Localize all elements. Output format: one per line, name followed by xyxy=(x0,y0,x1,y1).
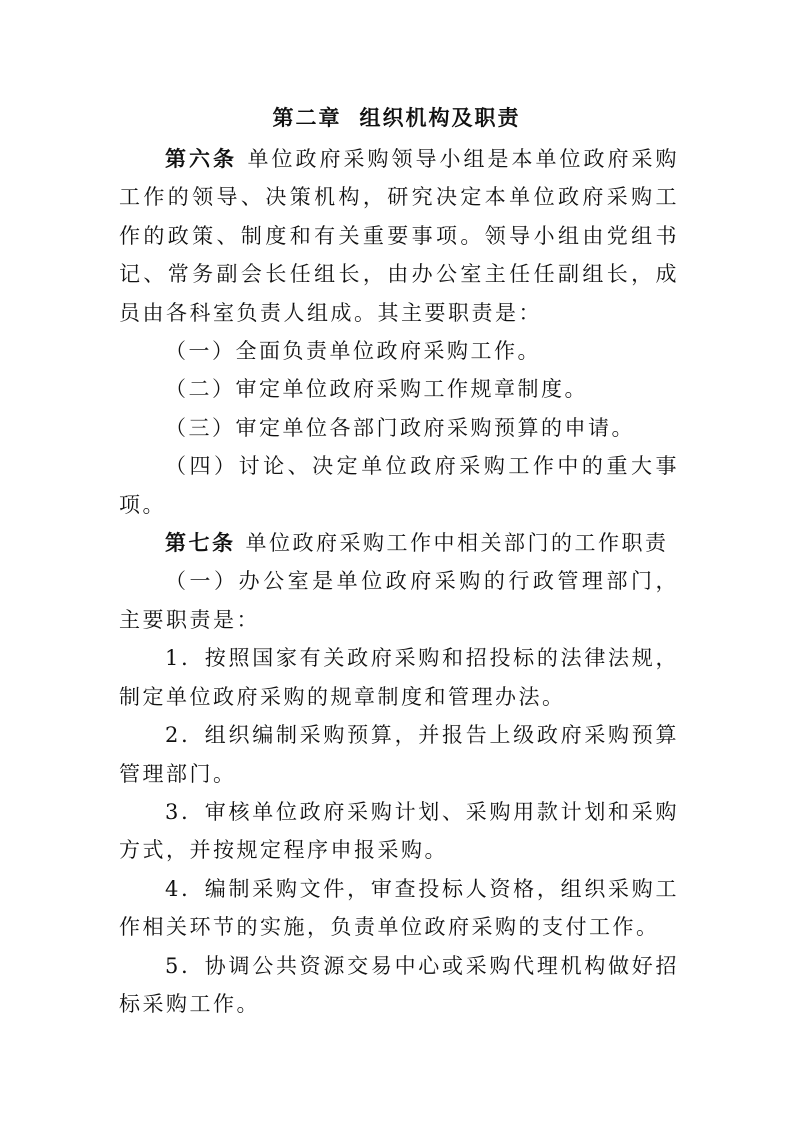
article-7-item: 2．组织编制采购预算，并报告上级政府采购预算管理部门。 xyxy=(119,723,679,786)
article-6 xyxy=(119,140,679,332)
article-7-item: 4．编制采购文件，审查投标人资格，组织采购工作相关环节的实施，负责单位政府采购的支付工作。 xyxy=(119,876,679,940)
article-6-item: （一）全面负责单位政府采购工作。 xyxy=(165,339,541,364)
article-6-text: 单位政府采购领导小组是本单位政府采购工作的领导、决策机构，研究决定本单位政府采购工作的政策、制度和有关重要事项。领导小组由党组书记、常务副会长任组长，由办公室主任任副组长，成员由各科室负责人组成。其主要职责是： xyxy=(119,147,679,325)
article-7-heading: 第七条 xyxy=(165,531,236,556)
article-7-text: 单位政府采购工作中相关部门的工作职责 xyxy=(245,531,669,556)
article-7-subsection: （一）办公室是单位政府采购的行政管理部门，主要职责是： xyxy=(119,569,679,632)
article-7 xyxy=(119,524,679,562)
article-6-item: （四）讨论、决定单位政府采购工作中的重大事项。 xyxy=(119,454,679,517)
article-6-item: （三）审定单位各部门政府采购预算的申请。 xyxy=(165,415,635,440)
article-6-heading: 第六条 xyxy=(165,147,237,171)
document-body xyxy=(119,140,679,1023)
article-7-item: 1．按照国家有关政府采购和招投标的法律法规，制定单位政府采购的规章制度和管理办法。 xyxy=(119,646,679,709)
chapter-name: 组织机构及职责 xyxy=(359,106,521,130)
article-7-item: 5．协调公共资源交易中心或采购代理机构做好招标采购工作。 xyxy=(119,953,679,1016)
chapter-title xyxy=(0,103,793,133)
article-7-item: 3．审核单位政府采购计划、采购用款计划和采购方式，并按规定程序申报采购。 xyxy=(119,799,679,863)
chapter-number: 第二章 xyxy=(272,106,342,130)
article-6-item: （二）审定单位政府采购工作规章制度。 xyxy=(165,377,588,402)
